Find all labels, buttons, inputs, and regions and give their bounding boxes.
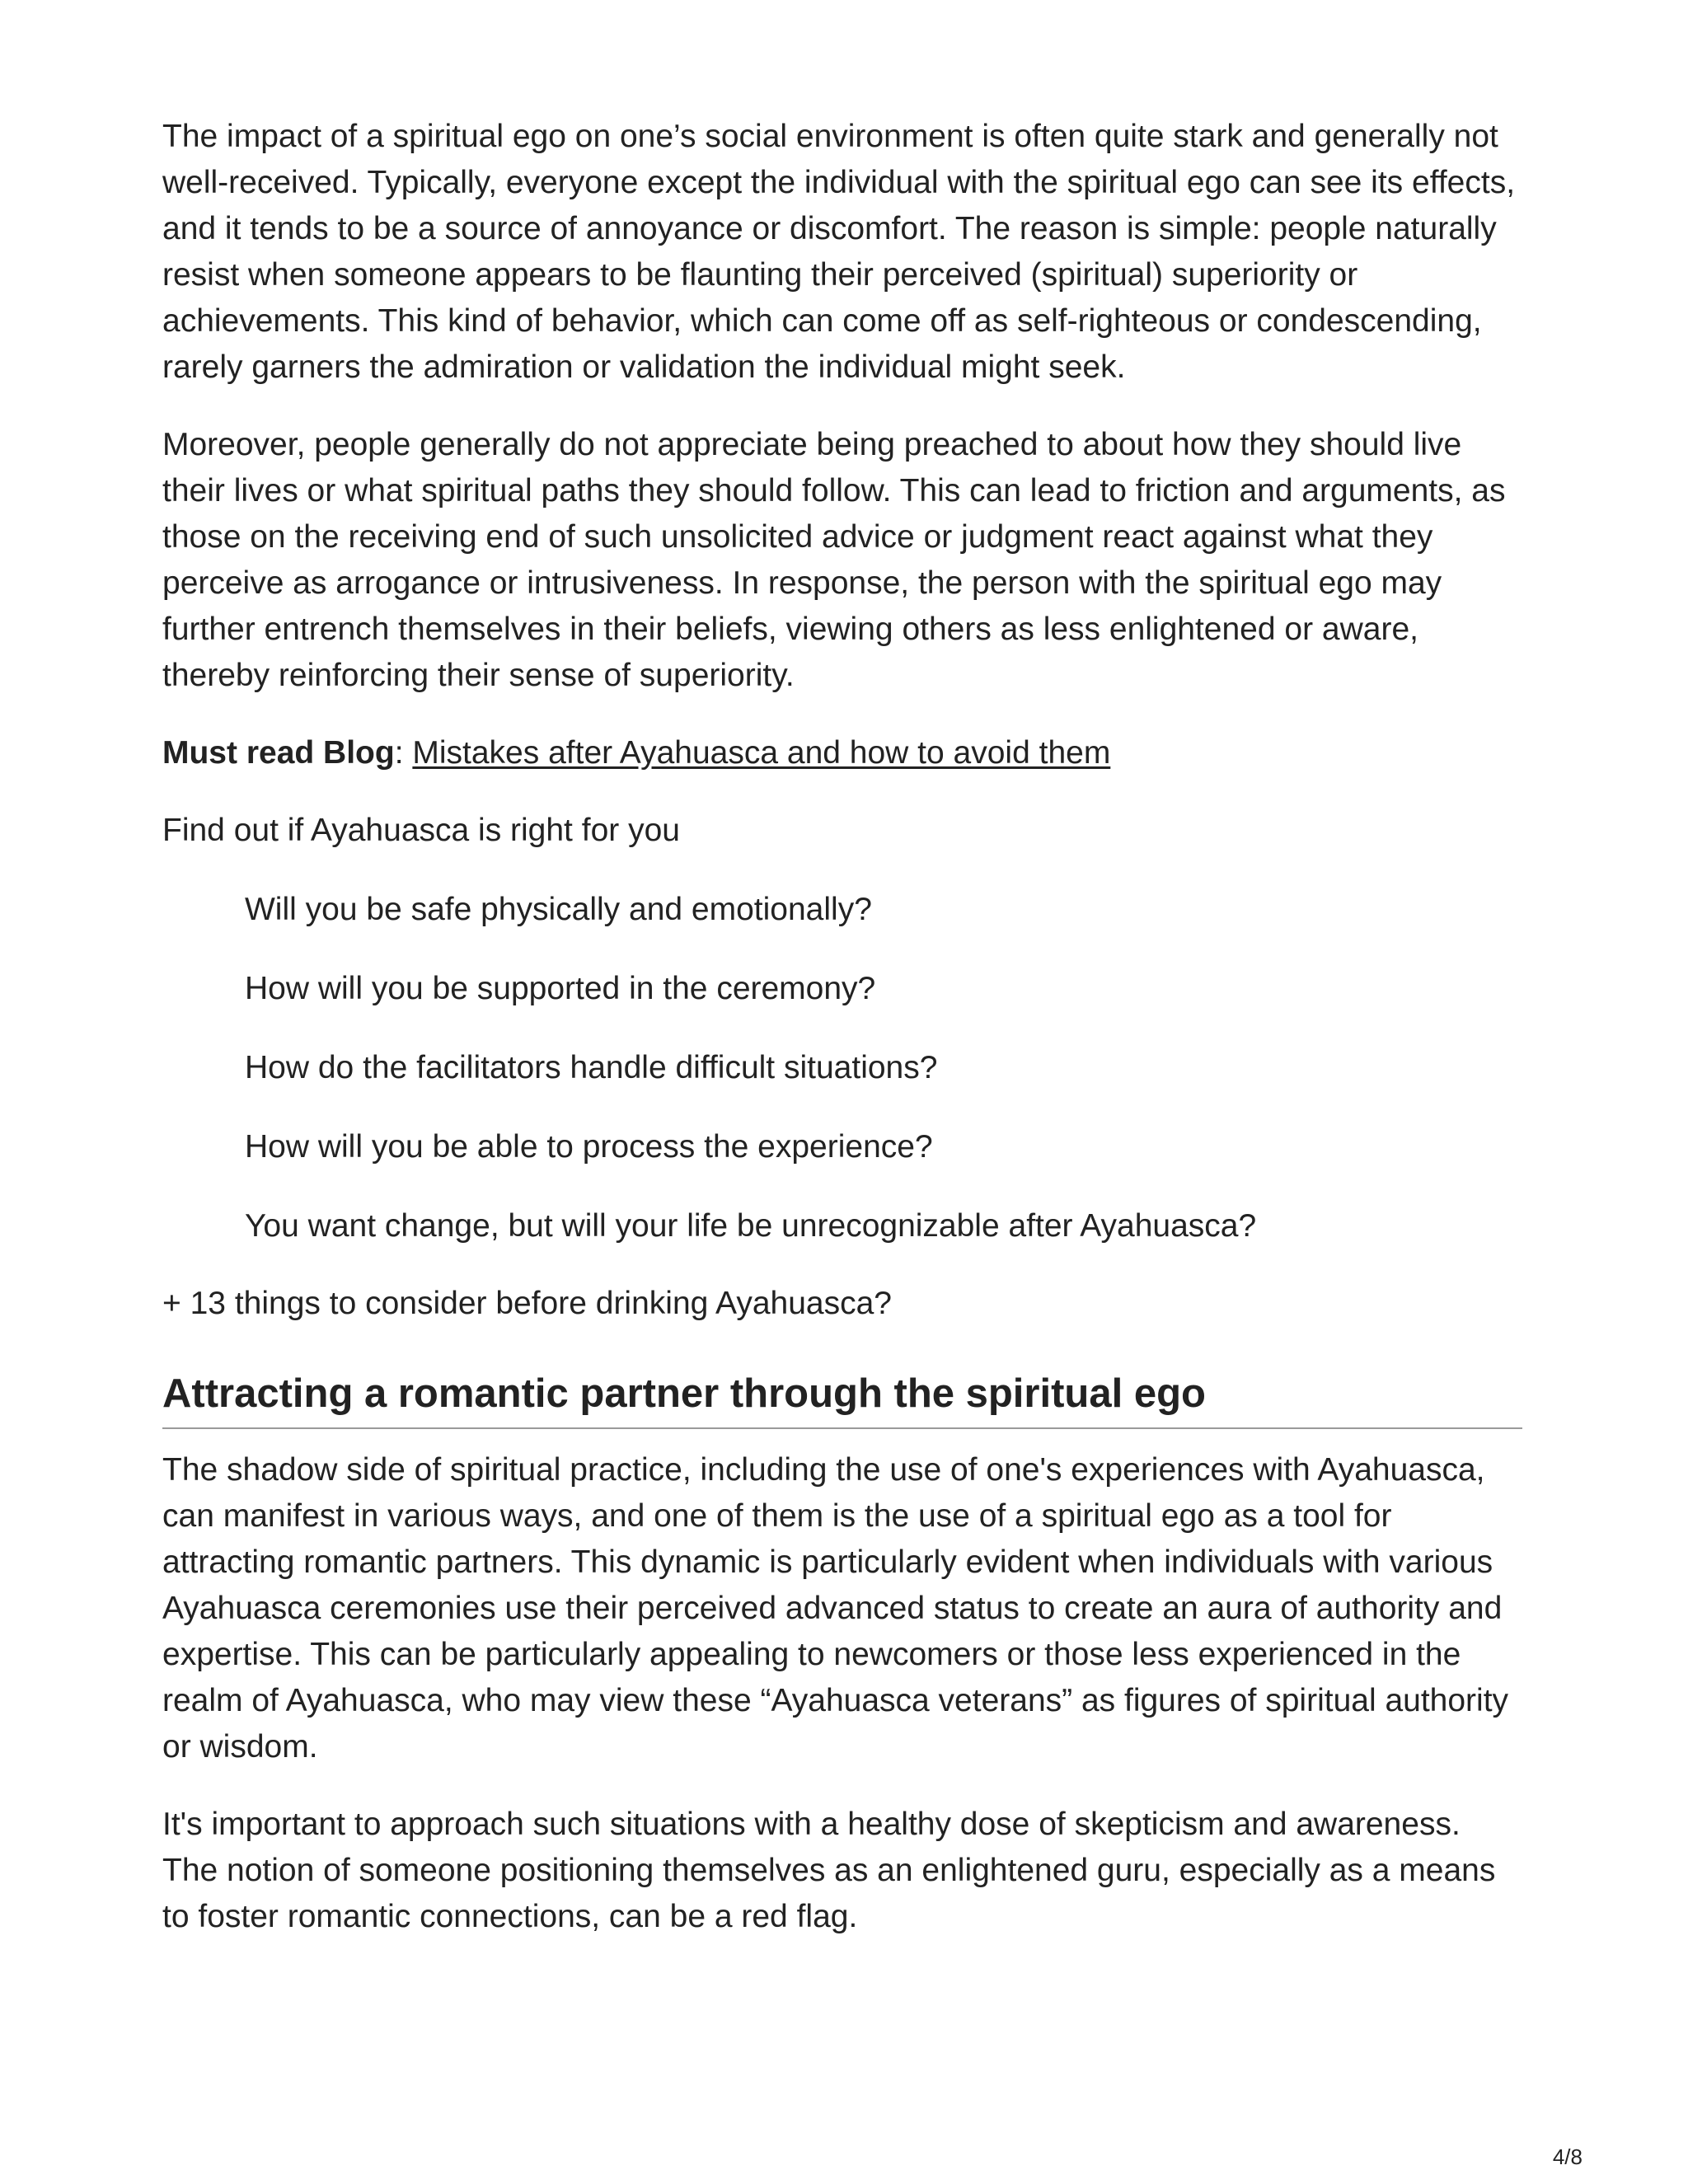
question-item: How do the facilitators handle difficult situations? (245, 1050, 938, 1085)
must-read-blog-link[interactable]: Mistakes after Ayahuasca and how to avoid them (412, 735, 1111, 771)
must-read-label: Must read Blog (162, 735, 395, 771)
article-body (162, 114, 1522, 1971)
questions-list (162, 887, 1522, 1249)
more-things-text: + 13 things to consider before drinking Ayahuasca? (162, 1286, 892, 1321)
paragraph-social-impact: The impact of a spiritual ego on one’s social environment is often quite stark and generally not well-received. Typically, everyone except the individual with the spiritual ego can see its effects, and it tends to be a source of annoyance or discomfort. The reason is simple: people naturally resist when someone appears to be flaunting their perceived (spiritual) superiority or achievements. This kind of behavior, which can come off as self-righteous or condescending, rarely garners the admiration or validation the individual might seek. (162, 119, 1516, 385)
must-read-separator: : (394, 735, 404, 771)
page-number: 4/8 (1552, 2144, 1582, 2169)
question-item: How will you be supported in the ceremony? (245, 971, 876, 1006)
question-item: Will you be safe physically and emotionally? (245, 892, 872, 927)
section-heading: Attracting a romantic partner through the spiritual ego (162, 1368, 1522, 1429)
question-item: You want change, but will your life be unrecognizable after Ayahuasca? (245, 1208, 1257, 1244)
question-item: How will you be able to process the experience? (245, 1129, 933, 1165)
paragraph-preaching: Moreover, people generally do not appreciate being preached to about how they should live their lives or what spiritual paths they should follow. This can lead to friction and arguments, as those on the receiving end of such unsolicited advice or judgment react against what they perceive as arrogance or intrusiveness. In response, the person with the spiritual ego may further entrench themselves in their beliefs, viewing others as less enlightened or aware, thereby reinforcing their sense of superiority. (162, 427, 1506, 693)
paragraph-skepticism: It's important to approach such situations with a healthy dose of skepticism and awareness. The notion of someone positioning themselves as an enlightened guru, especially as a means to foster romantic connections, can be a red flag. (162, 1807, 1496, 1934)
find-out-text: Find out if Ayahuasca is right for you (162, 813, 680, 848)
must-read-line (162, 730, 1522, 776)
paragraph-shadow-side: The shadow side of spiritual practice, including the use of one's experiences with Ayahuasca, can manifest in various ways, and one of them is the use of a spiritual ego as a tool for attracting romantic partners. This dynamic is particularly evident when individuals with various Ayahuasca ceremonies use their perceived advanced status to create an aura of authority and expertise. This can be particularly appealing to newcomers or those less experienced in the realm of Ayahuasca, who may view these “Ayahuasca veterans” as figures of spiritual authority or wisdom. (162, 1452, 1509, 1765)
